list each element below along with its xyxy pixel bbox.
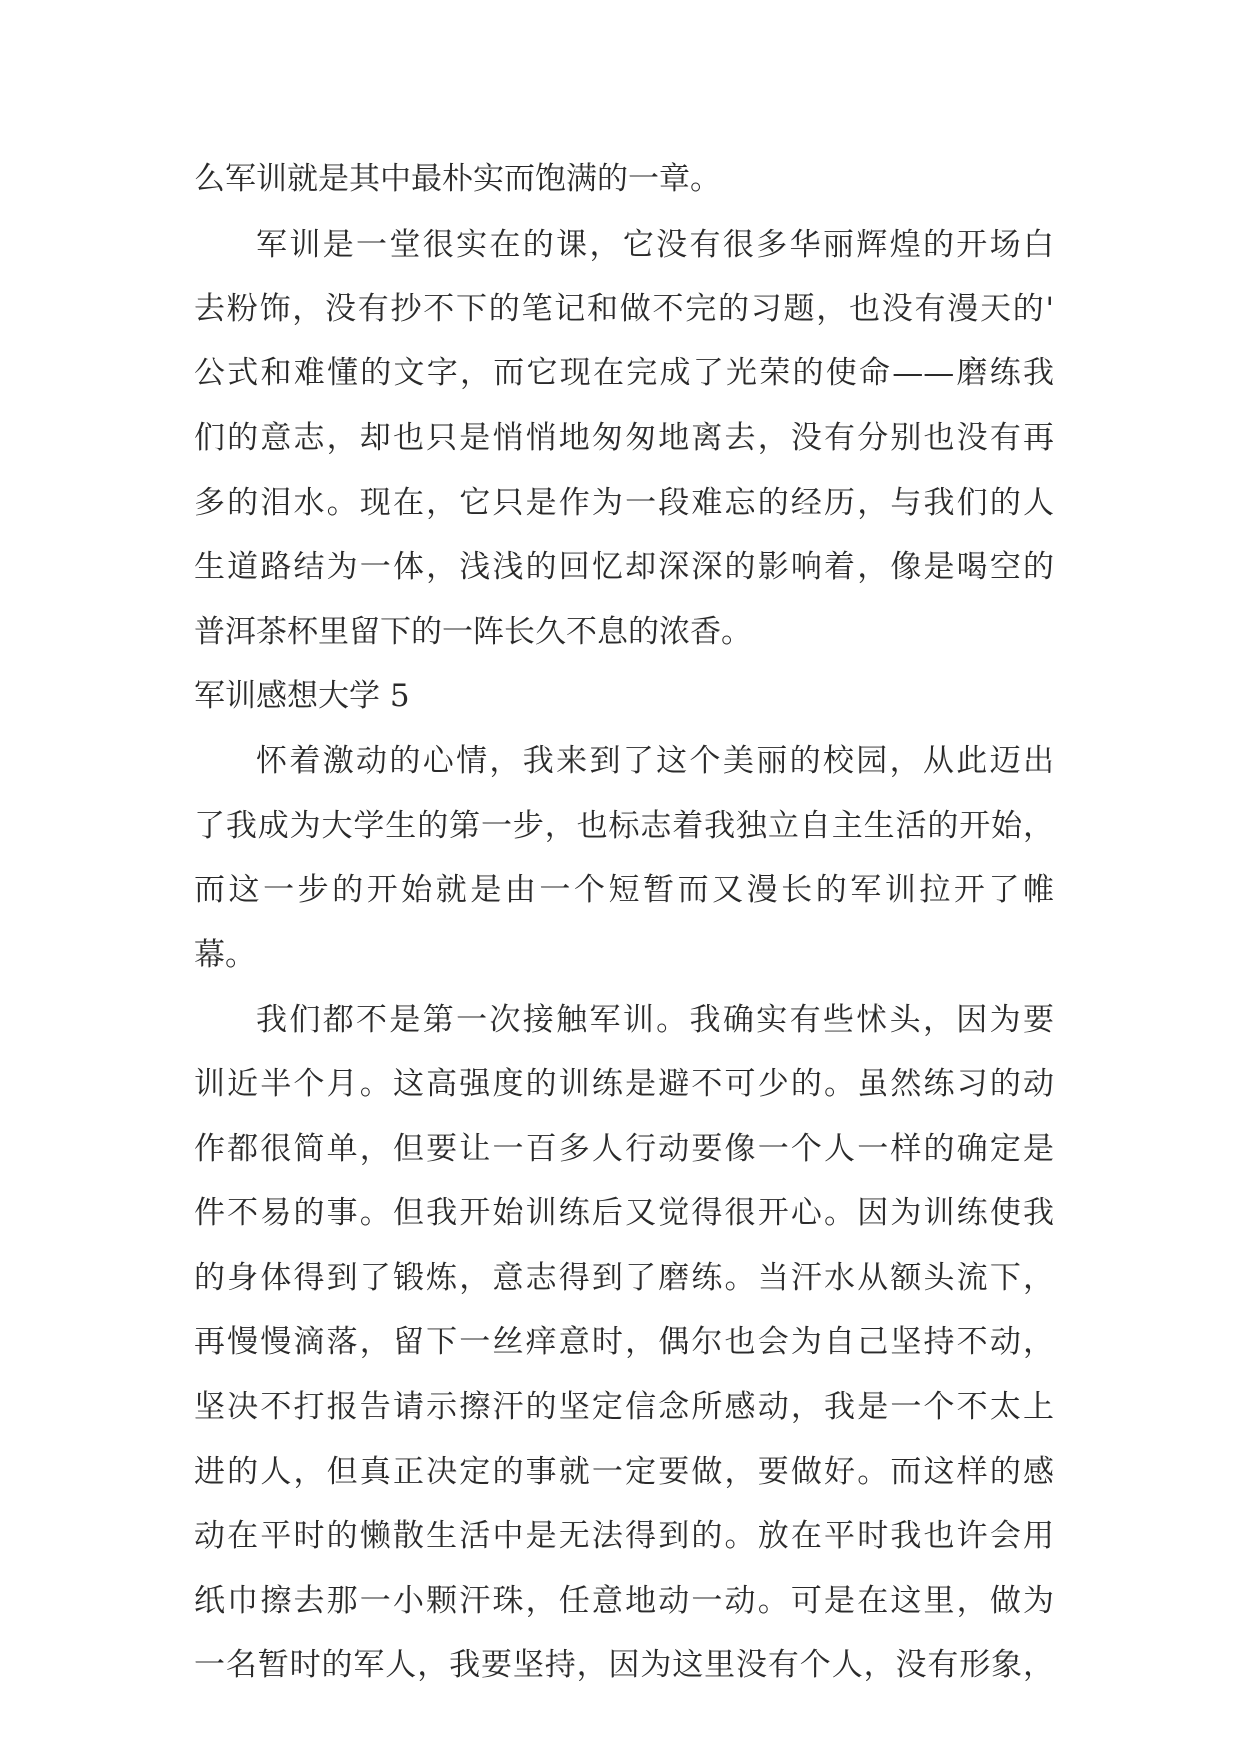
text-line: 去粉饰，没有抄不下的笔记和做不完的习题，也没有漫天的' xyxy=(194,291,1054,327)
paragraph-first-line: 我们都不是第一次接触军训。我确实有些怵头，因为要 xyxy=(256,1002,1054,1038)
text-line: 么军训就是其中最朴实而饱满的一章。 xyxy=(194,161,721,197)
text-line: 进的人，但真正决定的事就一定要做，要做好。而这样的感 xyxy=(194,1454,1054,1490)
section-heading: 军训感想大学 5 xyxy=(194,678,410,714)
text-line: 训近半个月。这高强度的训练是避不可少的。虽然练习的动 xyxy=(194,1066,1054,1102)
text-line: 的身体得到了锻炼，意志得到了磨练。当汗水从额头流下， xyxy=(194,1260,1054,1296)
text-line: 作都很简单，但要让一百多人行动要像一个人一样的确定是 xyxy=(194,1131,1054,1167)
text-line: 多的泪水。现在，它只是作为一段难忘的经历，与我们的人 xyxy=(194,485,1054,521)
text-line: 动在平时的懒散生活中是无法得到的。放在平时我也许会用 xyxy=(194,1518,1054,1554)
text-line: 幕。 xyxy=(194,937,256,973)
text-line: 了我成为大学生的第一步，也标志着我独立自主生活的开始， xyxy=(194,808,1054,844)
text-line: 再慢慢滴落，留下一丝痒意时，偶尔也会为自己坚持不动， xyxy=(194,1324,1054,1360)
paragraph-first-line: 军训是一堂很实在的课，它没有很多华丽辉煌的开场白 xyxy=(256,227,1054,263)
text-line: 一名暂时的军人，我要坚持，因为这里没有个人，没有形象， xyxy=(194,1647,1054,1683)
text-line: 生道路结为一体，浅浅的回忆却深深的影响着，像是喝空的 xyxy=(194,549,1054,585)
paragraph-first-line: 怀着激动的心情，我来到了这个美丽的校园，从此迈出 xyxy=(256,743,1054,779)
text-line: 件不易的事。但我开始训练后又觉得很开心。因为训练使我 xyxy=(194,1195,1054,1231)
text-line: 坚决不打报告请示擦汗的坚定信念所感动，我是一个不太上 xyxy=(194,1389,1054,1425)
text-line: 普洱茶杯里留下的一阵长久不息的浓香。 xyxy=(194,614,752,650)
text-line: 公式和难懂的文字，而它现在完成了光荣的使命——磨练我 xyxy=(194,355,1054,391)
text-line: 而这一步的开始就是由一个短暂而又漫长的军训拉开了帷 xyxy=(194,872,1054,908)
text-line: 们的意志，却也只是悄悄地匆匆地离去，没有分别也没有再 xyxy=(194,420,1054,456)
text-line: 纸巾擦去那一小颗汗珠，任意地动一动。可是在这里，做为 xyxy=(194,1583,1054,1619)
